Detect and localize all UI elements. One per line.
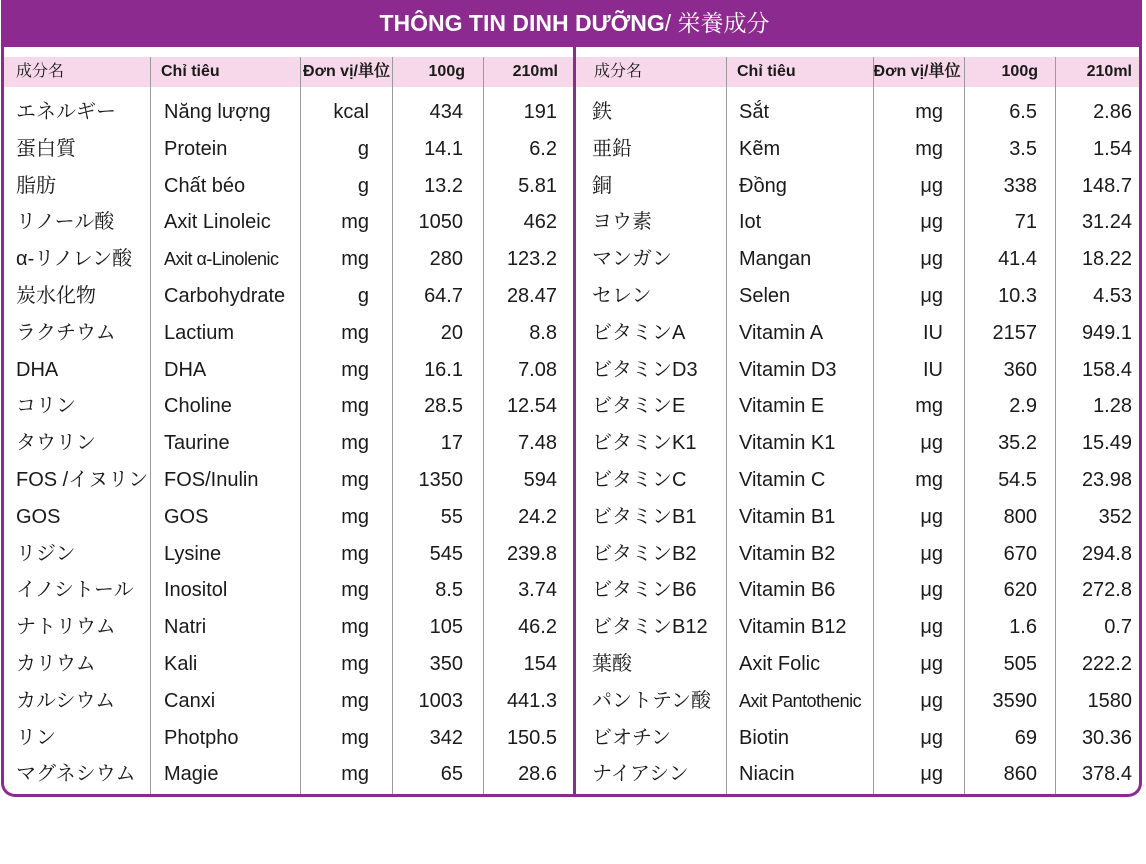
table-row: [576, 388, 1142, 425]
table-row: [576, 499, 1142, 536]
cell-210ml: 31.24: [1081, 211, 1132, 234]
cell-vn-name: Iot: [739, 211, 762, 234]
cell-jp-name: マンガン: [592, 248, 672, 271]
cell-jp-name: ビタミンB12: [592, 616, 708, 639]
cell-210ml: 2.86: [1093, 101, 1132, 123]
cell-jp-name: 蛋白質: [16, 137, 76, 160]
right-panel: [576, 47, 1142, 797]
cell-jp-name: ナイアシン: [592, 763, 689, 786]
table-row: [4, 720, 573, 757]
cell-vn-name: Biotin: [739, 726, 790, 749]
cell-jp-name: リジン: [16, 542, 76, 565]
table-row: [4, 756, 573, 793]
cell-unit: mg: [341, 763, 369, 786]
cell-unit: μg: [920, 726, 943, 749]
cell-jp-name: 炭水化物: [16, 285, 96, 307]
cell-unit: μg: [920, 285, 943, 307]
cell-unit: μg: [920, 174, 943, 197]
cell-100g: 342: [429, 726, 463, 749]
cell-vn-name: Axit Folic: [739, 653, 821, 675]
cell-210ml: 949.1: [1081, 321, 1132, 344]
cell-210ml: 294.8: [1081, 542, 1132, 565]
cell-jp-name: DHA: [16, 358, 59, 381]
title-japanese: / 栄養成分: [664, 10, 770, 36]
cell-unit: μg: [920, 579, 943, 602]
cell-jp-name: エネルギー: [16, 101, 116, 123]
cell-jp-name: パントテン酸: [592, 689, 711, 712]
cell-100g: 20: [440, 321, 463, 344]
table-row: [4, 609, 573, 646]
cell-210ml: 6.2: [529, 137, 557, 160]
cell-unit: mg: [915, 469, 943, 491]
cell-unit: mg: [341, 505, 369, 528]
table-row: [4, 572, 573, 609]
cell-jp-name: ビタミンE: [592, 395, 686, 418]
cell-100g: 350: [429, 653, 463, 675]
cell-unit: μg: [920, 248, 943, 271]
cell-jp-name: GOS: [16, 505, 61, 528]
cell-jp-name: ビタミンB1: [592, 505, 697, 528]
cell-unit: g: [357, 137, 369, 160]
cell-100g: 64.7: [424, 285, 463, 307]
cell-210ml: 462: [523, 211, 557, 234]
header-jp-name: 成分名: [16, 63, 65, 80]
title-vietnamese: THÔNG TIN DINH DƯỠNG: [379, 10, 665, 36]
cell-210ml: 441.3: [506, 689, 557, 712]
cell-100g: 620: [1003, 579, 1037, 602]
cell-unit: mg: [341, 211, 369, 234]
header-unit: Đơn vị/単位: [303, 63, 390, 80]
cell-100g: 6.5: [1009, 101, 1037, 123]
table-row: [576, 609, 1142, 646]
cell-vn-name: Choline: [164, 395, 232, 418]
cell-210ml: 8.8: [529, 321, 557, 344]
cell-jp-name: 亜鉛: [592, 137, 632, 160]
cell-vn-name: Natri: [164, 616, 207, 639]
header-jp-name: 成分名: [594, 63, 643, 80]
cell-jp-name: カリウム: [16, 653, 96, 675]
nutrition-table: [1, 0, 1142, 797]
cell-jp-name: ナトリウム: [16, 616, 116, 639]
cell-210ml: 7.48: [518, 432, 557, 455]
cell-vn-name: Taurine: [164, 432, 230, 455]
cell-100g: 1003: [418, 689, 463, 712]
cell-jp-name: ヨウ素: [592, 211, 652, 234]
cell-210ml: 352: [1098, 505, 1132, 528]
cell-unit: mg: [915, 101, 943, 123]
cell-unit: mg: [341, 395, 369, 418]
table-row: [4, 241, 573, 278]
cell-100g: 35.2: [998, 432, 1037, 455]
cell-210ml: 123.2: [506, 248, 557, 271]
cell-210ml: 222.2: [1081, 653, 1132, 675]
cell-210ml: 12.54: [506, 395, 557, 418]
table-row: [4, 499, 573, 536]
cell-100g: 54.5: [998, 469, 1037, 491]
cell-210ml: 239.8: [506, 542, 557, 565]
cell-unit: μg: [920, 542, 943, 565]
cell-unit: mg: [341, 432, 369, 455]
header-210ml: 210ml: [1086, 63, 1132, 80]
table-row: [576, 131, 1142, 168]
table-row: [576, 756, 1142, 793]
cell-jp-name: カルシウム: [16, 689, 116, 712]
table-row: [576, 462, 1142, 499]
cell-vn-name: Vitamin C: [739, 469, 826, 491]
cell-unit: mg: [341, 469, 369, 491]
table-row: [4, 94, 573, 131]
cell-jp-name: マグネシウム: [16, 763, 136, 786]
cell-vn-name: DHA: [164, 358, 207, 381]
cell-100g: 71: [1014, 211, 1037, 234]
cell-210ml: 150.5: [506, 726, 557, 749]
cell-100g: 41.4: [998, 248, 1037, 271]
cell-100g: 28.5: [424, 395, 463, 418]
cell-jp-name: ビタミンB6: [592, 579, 697, 602]
cell-jp-name: ビタミンC: [592, 469, 687, 491]
cell-210ml: 46.2: [518, 616, 557, 639]
cell-vn-name: Chất béo: [164, 174, 246, 197]
cell-unit: mg: [341, 542, 369, 565]
left-panel: [4, 47, 573, 797]
cell-unit: mg: [341, 726, 369, 749]
table-row: [4, 683, 573, 720]
cell-unit: μg: [920, 763, 943, 786]
cell-210ml: 28.47: [506, 285, 557, 307]
table-row: [576, 94, 1142, 131]
table-row: [4, 462, 573, 499]
cell-unit: mg: [341, 653, 369, 675]
cell-vn-name: Mangan: [739, 248, 812, 271]
cell-210ml: 24.2: [518, 505, 557, 528]
cell-210ml: 594: [523, 469, 557, 491]
cell-jp-name: イノシトール: [16, 579, 134, 602]
cell-vn-name: Vitamin B6: [739, 579, 836, 602]
cell-100g: 1.6: [1009, 616, 1037, 639]
table-row: [4, 352, 573, 389]
table-row: [576, 536, 1142, 573]
table-row: [4, 204, 573, 241]
cell-unit: μg: [920, 689, 943, 712]
cell-100g: 670: [1003, 542, 1037, 565]
cell-jp-name: ビタミンD3: [592, 358, 698, 381]
cell-vn-name: Vitamin D3: [739, 358, 837, 381]
cell-vn-name: Niacin: [739, 763, 795, 786]
table-row: [576, 683, 1142, 720]
cell-210ml: 191: [523, 101, 557, 123]
cell-210ml: 18.22: [1081, 248, 1132, 271]
cell-unit: IU: [923, 321, 943, 344]
cell-jp-name: FOS /イヌリン: [16, 469, 149, 491]
cell-jp-name: ラクチウム: [16, 321, 116, 344]
cell-jp-name: 葉酸: [592, 653, 632, 675]
cell-100g: 2157: [992, 321, 1037, 344]
cell-jp-name: ビタミンB2: [592, 542, 697, 565]
cell-jp-name: α-リノレン酸: [16, 248, 133, 271]
cell-vn-name: Vitamin K1: [739, 432, 836, 455]
cell-unit: mg: [341, 248, 369, 271]
table-row: [576, 646, 1142, 683]
cell-100g: 105: [429, 616, 463, 639]
cell-vn-name: Axit Linoleic: [164, 211, 271, 234]
cell-210ml: 1.54: [1093, 137, 1132, 160]
cell-210ml: 7.08: [518, 358, 557, 381]
cell-100g: 800: [1003, 505, 1037, 528]
cell-100g: 1350: [418, 469, 463, 491]
cell-210ml: 15.49: [1081, 432, 1132, 455]
cell-100g: 434: [429, 101, 463, 123]
cell-100g: 3590: [992, 689, 1037, 712]
cell-vn-name: Lactium: [164, 321, 235, 344]
cell-100g: 8.5: [435, 579, 463, 602]
cell-vn-name: Axit Pantothenic: [739, 690, 862, 711]
cell-210ml: 30.36: [1081, 726, 1132, 749]
table-row: [576, 168, 1142, 205]
cell-unit: mg: [341, 689, 369, 712]
cell-vn-name: Inositol: [164, 579, 228, 602]
cell-210ml: 5.81: [518, 174, 557, 197]
table-row: [576, 241, 1142, 278]
cell-jp-name: タウリン: [16, 432, 96, 455]
table-row: [4, 646, 573, 683]
cell-jp-name: リノール酸: [16, 211, 115, 234]
table-row: [4, 278, 573, 315]
table-row: [4, 536, 573, 573]
cell-vn-name: Vitamin B2: [739, 542, 836, 565]
cell-100g: 860: [1003, 763, 1037, 786]
cell-100g: 13.2: [424, 174, 463, 197]
cell-210ml: 154: [523, 653, 557, 675]
cell-vn-name: Vitamin B12: [739, 616, 847, 639]
cell-100g: 3.5: [1009, 137, 1037, 160]
cell-210ml: 3.74: [518, 579, 557, 602]
table-row: [576, 315, 1142, 352]
header-row: [576, 57, 1142, 87]
cell-jp-name: ビタミンK1: [592, 432, 697, 455]
table-row: [576, 278, 1142, 315]
cell-unit: mg: [341, 321, 369, 344]
cell-210ml: 1.28: [1093, 395, 1132, 418]
cell-vn-name: Protein: [164, 137, 228, 160]
table-row: [576, 720, 1142, 757]
cell-100g: 55: [440, 505, 463, 528]
cell-210ml: 28.6: [518, 763, 557, 786]
cell-unit: mg: [341, 579, 369, 602]
table-row: [4, 425, 573, 462]
cell-unit: kcal: [333, 101, 369, 123]
cell-unit: mg: [341, 358, 369, 381]
cell-unit: mg: [341, 616, 369, 639]
cell-210ml: 0.7: [1104, 616, 1132, 639]
cell-100g: 545: [429, 542, 463, 565]
table-row: [576, 572, 1142, 609]
cell-vn-name: Kali: [164, 653, 198, 675]
table-row: [576, 352, 1142, 389]
cell-100g: 338: [1003, 174, 1037, 197]
header-210ml: 210ml: [512, 63, 558, 80]
cell-100g: 65: [440, 763, 463, 786]
cell-210ml: 378.4: [1081, 763, 1132, 786]
cell-100g: 1050: [418, 211, 463, 234]
cell-jp-name: コリン: [16, 395, 76, 418]
cell-vn-name: GOS: [164, 505, 209, 528]
cell-210ml: 23.98: [1081, 469, 1132, 491]
cell-vn-name: Kẽm: [739, 137, 781, 160]
cell-100g: 2.9: [1009, 395, 1037, 418]
cell-210ml: 1580: [1087, 689, 1132, 712]
cell-210ml: 158.4: [1081, 358, 1132, 381]
cell-210ml: 272.8: [1081, 579, 1132, 602]
cell-unit: μg: [920, 653, 943, 675]
cell-unit: μg: [920, 211, 943, 234]
cell-100g: 14.1: [424, 137, 463, 160]
header-100g: 100g: [428, 63, 465, 80]
cell-vn-name: Vitamin E: [739, 395, 825, 418]
cell-vn-name: Magie: [164, 763, 219, 786]
cell-unit: IU: [923, 358, 943, 381]
cell-unit: μg: [920, 432, 943, 455]
header-row: [4, 57, 573, 87]
header-100g: 100g: [1001, 63, 1038, 80]
cell-jp-name: ビオチン: [592, 726, 671, 749]
cell-unit: mg: [915, 137, 943, 160]
cell-100g: 10.3: [998, 285, 1037, 307]
cell-jp-name: 脂肪: [16, 174, 56, 197]
cell-210ml: 148.7: [1081, 174, 1132, 197]
cell-vn-name: Carbohydrate: [164, 285, 286, 307]
cell-unit: μg: [920, 505, 943, 528]
cell-vn-name: Sắt: [739, 101, 770, 123]
cell-100g: 69: [1014, 726, 1037, 749]
table-row: [4, 388, 573, 425]
header-vn-name: Chỉ tiêu: [161, 63, 220, 80]
cell-vn-name: Selen: [739, 285, 791, 307]
cell-vn-name: Đồng: [739, 174, 787, 197]
header-unit: Đơn vị/単位: [873, 63, 961, 80]
cell-jp-name: セレン: [592, 285, 652, 307]
cell-100g: 17: [440, 432, 463, 455]
cell-210ml: 4.53: [1093, 285, 1132, 307]
cell-100g: 16.1: [424, 358, 463, 381]
cell-unit: g: [357, 174, 369, 197]
table-row: [4, 168, 573, 205]
cell-vn-name: Vitamin A: [739, 321, 824, 344]
header-vn-name: Chỉ tiêu: [737, 63, 796, 80]
cell-vn-name: Canxi: [164, 689, 216, 712]
cell-unit: mg: [915, 395, 943, 418]
cell-100g: 505: [1003, 653, 1037, 675]
table-row: [576, 204, 1142, 241]
cell-100g: 360: [1003, 358, 1037, 381]
cell-vn-name: Năng lượng: [164, 101, 271, 123]
cell-jp-name: 鉄: [592, 101, 612, 123]
cell-vn-name: Vitamin B1: [739, 505, 836, 528]
table-row: [4, 131, 573, 168]
cell-vn-name: Lysine: [164, 542, 222, 565]
cell-jp-name: ビタミンA: [592, 321, 686, 344]
cell-vn-name: FOS/Inulin: [164, 469, 259, 491]
table-title: [4, 0, 1142, 47]
cell-vn-name: Photpho: [164, 726, 239, 749]
cell-jp-name: リン: [16, 726, 56, 749]
cell-vn-name: Axit α-Linolenic: [164, 249, 279, 270]
table-row: [576, 425, 1142, 462]
cell-jp-name: 銅: [592, 174, 612, 197]
cell-unit: g: [357, 285, 369, 307]
cell-unit: μg: [920, 616, 943, 639]
table-row: [4, 315, 573, 352]
cell-100g: 280: [429, 248, 463, 271]
